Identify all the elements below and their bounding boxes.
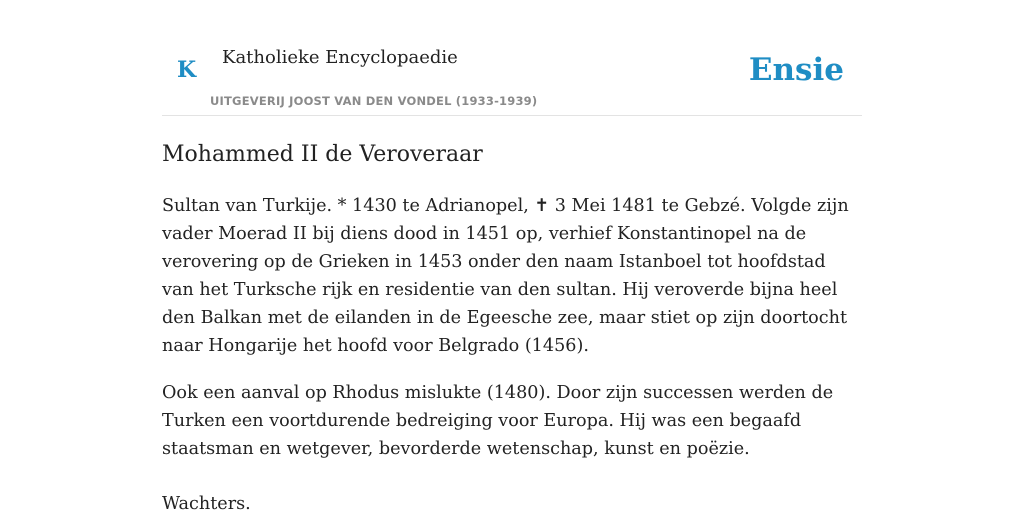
ensie-brand-link[interactable]: Ensie (748, 52, 844, 88)
article-author: Wachters. (162, 494, 251, 514)
article-paragraph: Ook een aanval op Rhodus mislukte (1480). Door zijn successen werden de Turken een voortdurende bedreiging voor Europa. Hij was een begaafd staatsman en wetgever, bevorderde wetenschap, kunst en poëzie. (162, 383, 834, 459)
article-title: Mohammed II de Veroveraar (162, 142, 483, 167)
page-container (162, 0, 862, 514)
article-paragraph: Sultan van Turkije. * 1430 te Adrianopel, ✝ 3 Mei 1481 te Gebzé. Volgde zijn vader Moerad II bij diens dood in 1451 op, verhief Konstantinopel na de verovering op de Grieken in 1453 onder den naam Istanboel tot hoofdstad van het Turksche rijk en residentie van den sultan. Hij veroverde bijna heel den Balkan met de eilanden in de Egeesche zee, maar stiet op zijn doortocht naar Hongarije het hoofd voor Belgrado (1456). (162, 196, 849, 356)
publication-title[interactable]: Katholieke Encyclopaedie (222, 47, 458, 68)
publication-logo-icon[interactable]: K (177, 57, 197, 83)
publication-subtitle: UITGEVERIJ JOOST VAN DEN VONDEL (1933-1939) (210, 94, 538, 108)
site-header (162, 0, 862, 116)
